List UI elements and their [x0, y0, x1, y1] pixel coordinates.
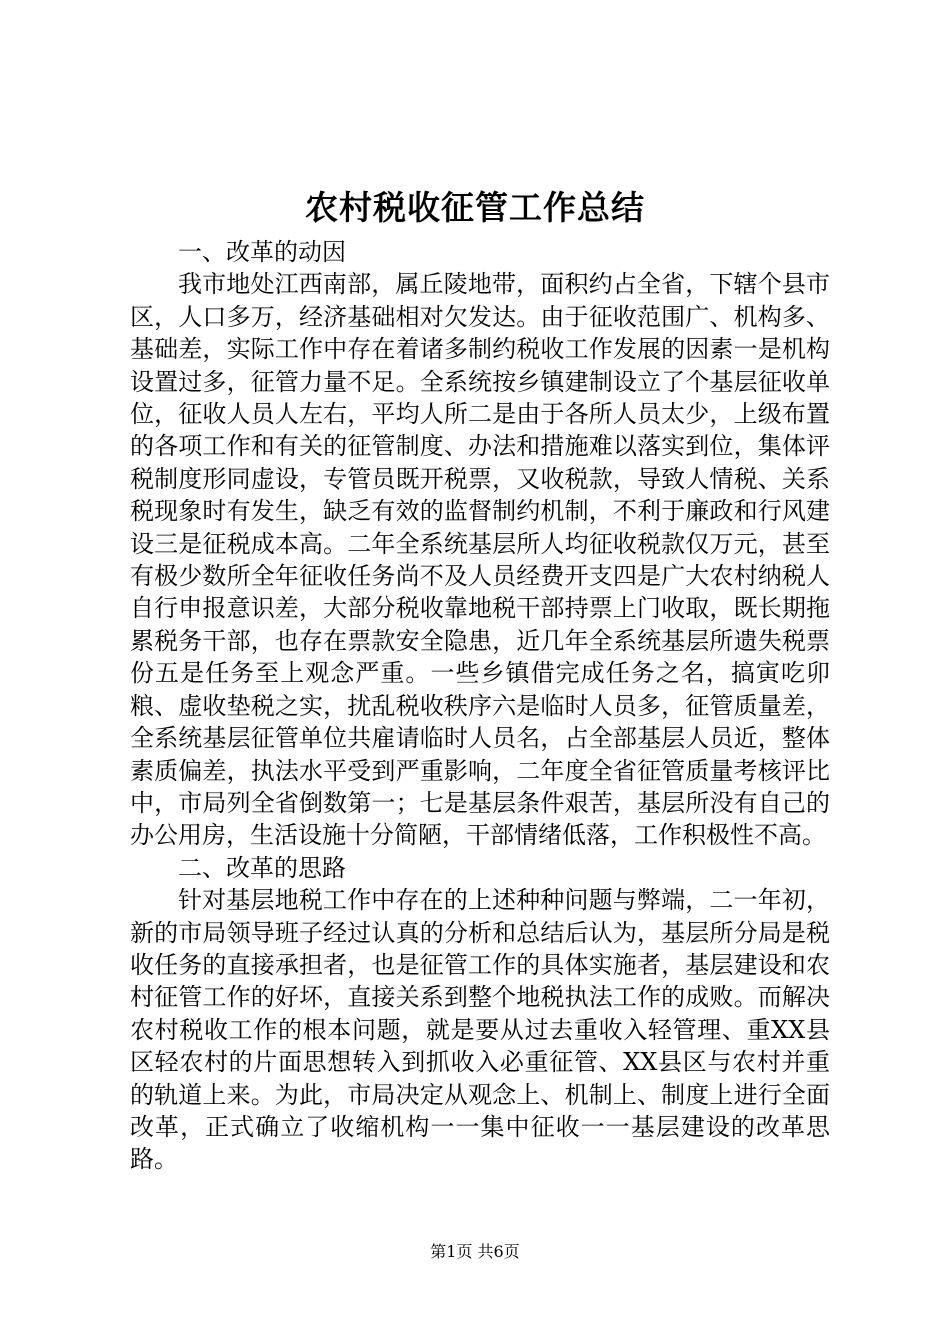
document-title: 农村税收征管工作总结 — [305, 188, 645, 227]
section-heading-1: 一、改革的动因 — [178, 238, 346, 266]
paragraph-2: 针对基层地税工作中存在的上述种种问题与弊端，二一年初，新的市局领导班子经过认真的分析和总结后认为，基层所分局是税收任务的直接承担者，也是征管工作的具体实施者，基层建设和农村征管工作的好坏，直接关系到整个地税执法工作的成败。而解决农村税收工作的根本问题，就是要从过去重收入轻管理、重XX县区轻农村的片面思想转入到抓收入必重征管、XX县区与农村并重的轨道上来。为此，市局决定从观念上、机制上、制度上进行全面改革，正式确立了收缩机构一一集中征收一一基层建设的改革思路。 — [130, 886, 830, 1174]
document-body — [130, 236, 830, 1176]
section-heading-2: 二、改革的思路 — [178, 853, 346, 882]
paragraph-1: 我市地处江西南部，属丘陵地带，面积约占全省，下辖个县市区，人口多万，经济基础相对欠发达。由于征收范围广、机构多、基础差，实际工作中存在着诸多制约税收工作发展的因素一是机构设置过多，征管力量不足。全系统按乡镇建制设立了个基层征收单位，征收人员人左右，平均人所二是由于各所人员太少，上级布置的各项工作和有关的征管制度、办法和措施难以落实到位，集体评税制度形同虚设，专管员既开税票，又收税款，导致人情税、关系税现象时有发生，缺乏有效的监督制约机制，不利于廉政和行风建设三是征税成本高。二年全系统基层所人均征收税款仅万元，甚至有极少数所全年征收任务尚不及人员经费开支四是广大农村纳税人自行申报意识差，大部分税收靠地税干部持票上门收取，既长期拖累税务干部，也存在票款安全隐患，近几年全系统基层所遗失税票份五是任务至上观念严重。一些乡镇借完成任务之名，搞寅吃卯粮、虚收垫税之实，扰乱税收秩序六是临时人员多，征管质量差，全系统基层征管单位共雇请临时人员名，占全部基层人员近，整体素质偏差，执法水平受到严重影响，二年度全省征管质量考核评比中，市局列全省倒数第一；七是基层条件艰苦，基层所没有自己的办公用房，生活设施十分简陋，干部情绪低落，工作积极性不高。 — [130, 270, 830, 850]
page-footer: 第1页 共6页 — [430, 1242, 520, 1261]
